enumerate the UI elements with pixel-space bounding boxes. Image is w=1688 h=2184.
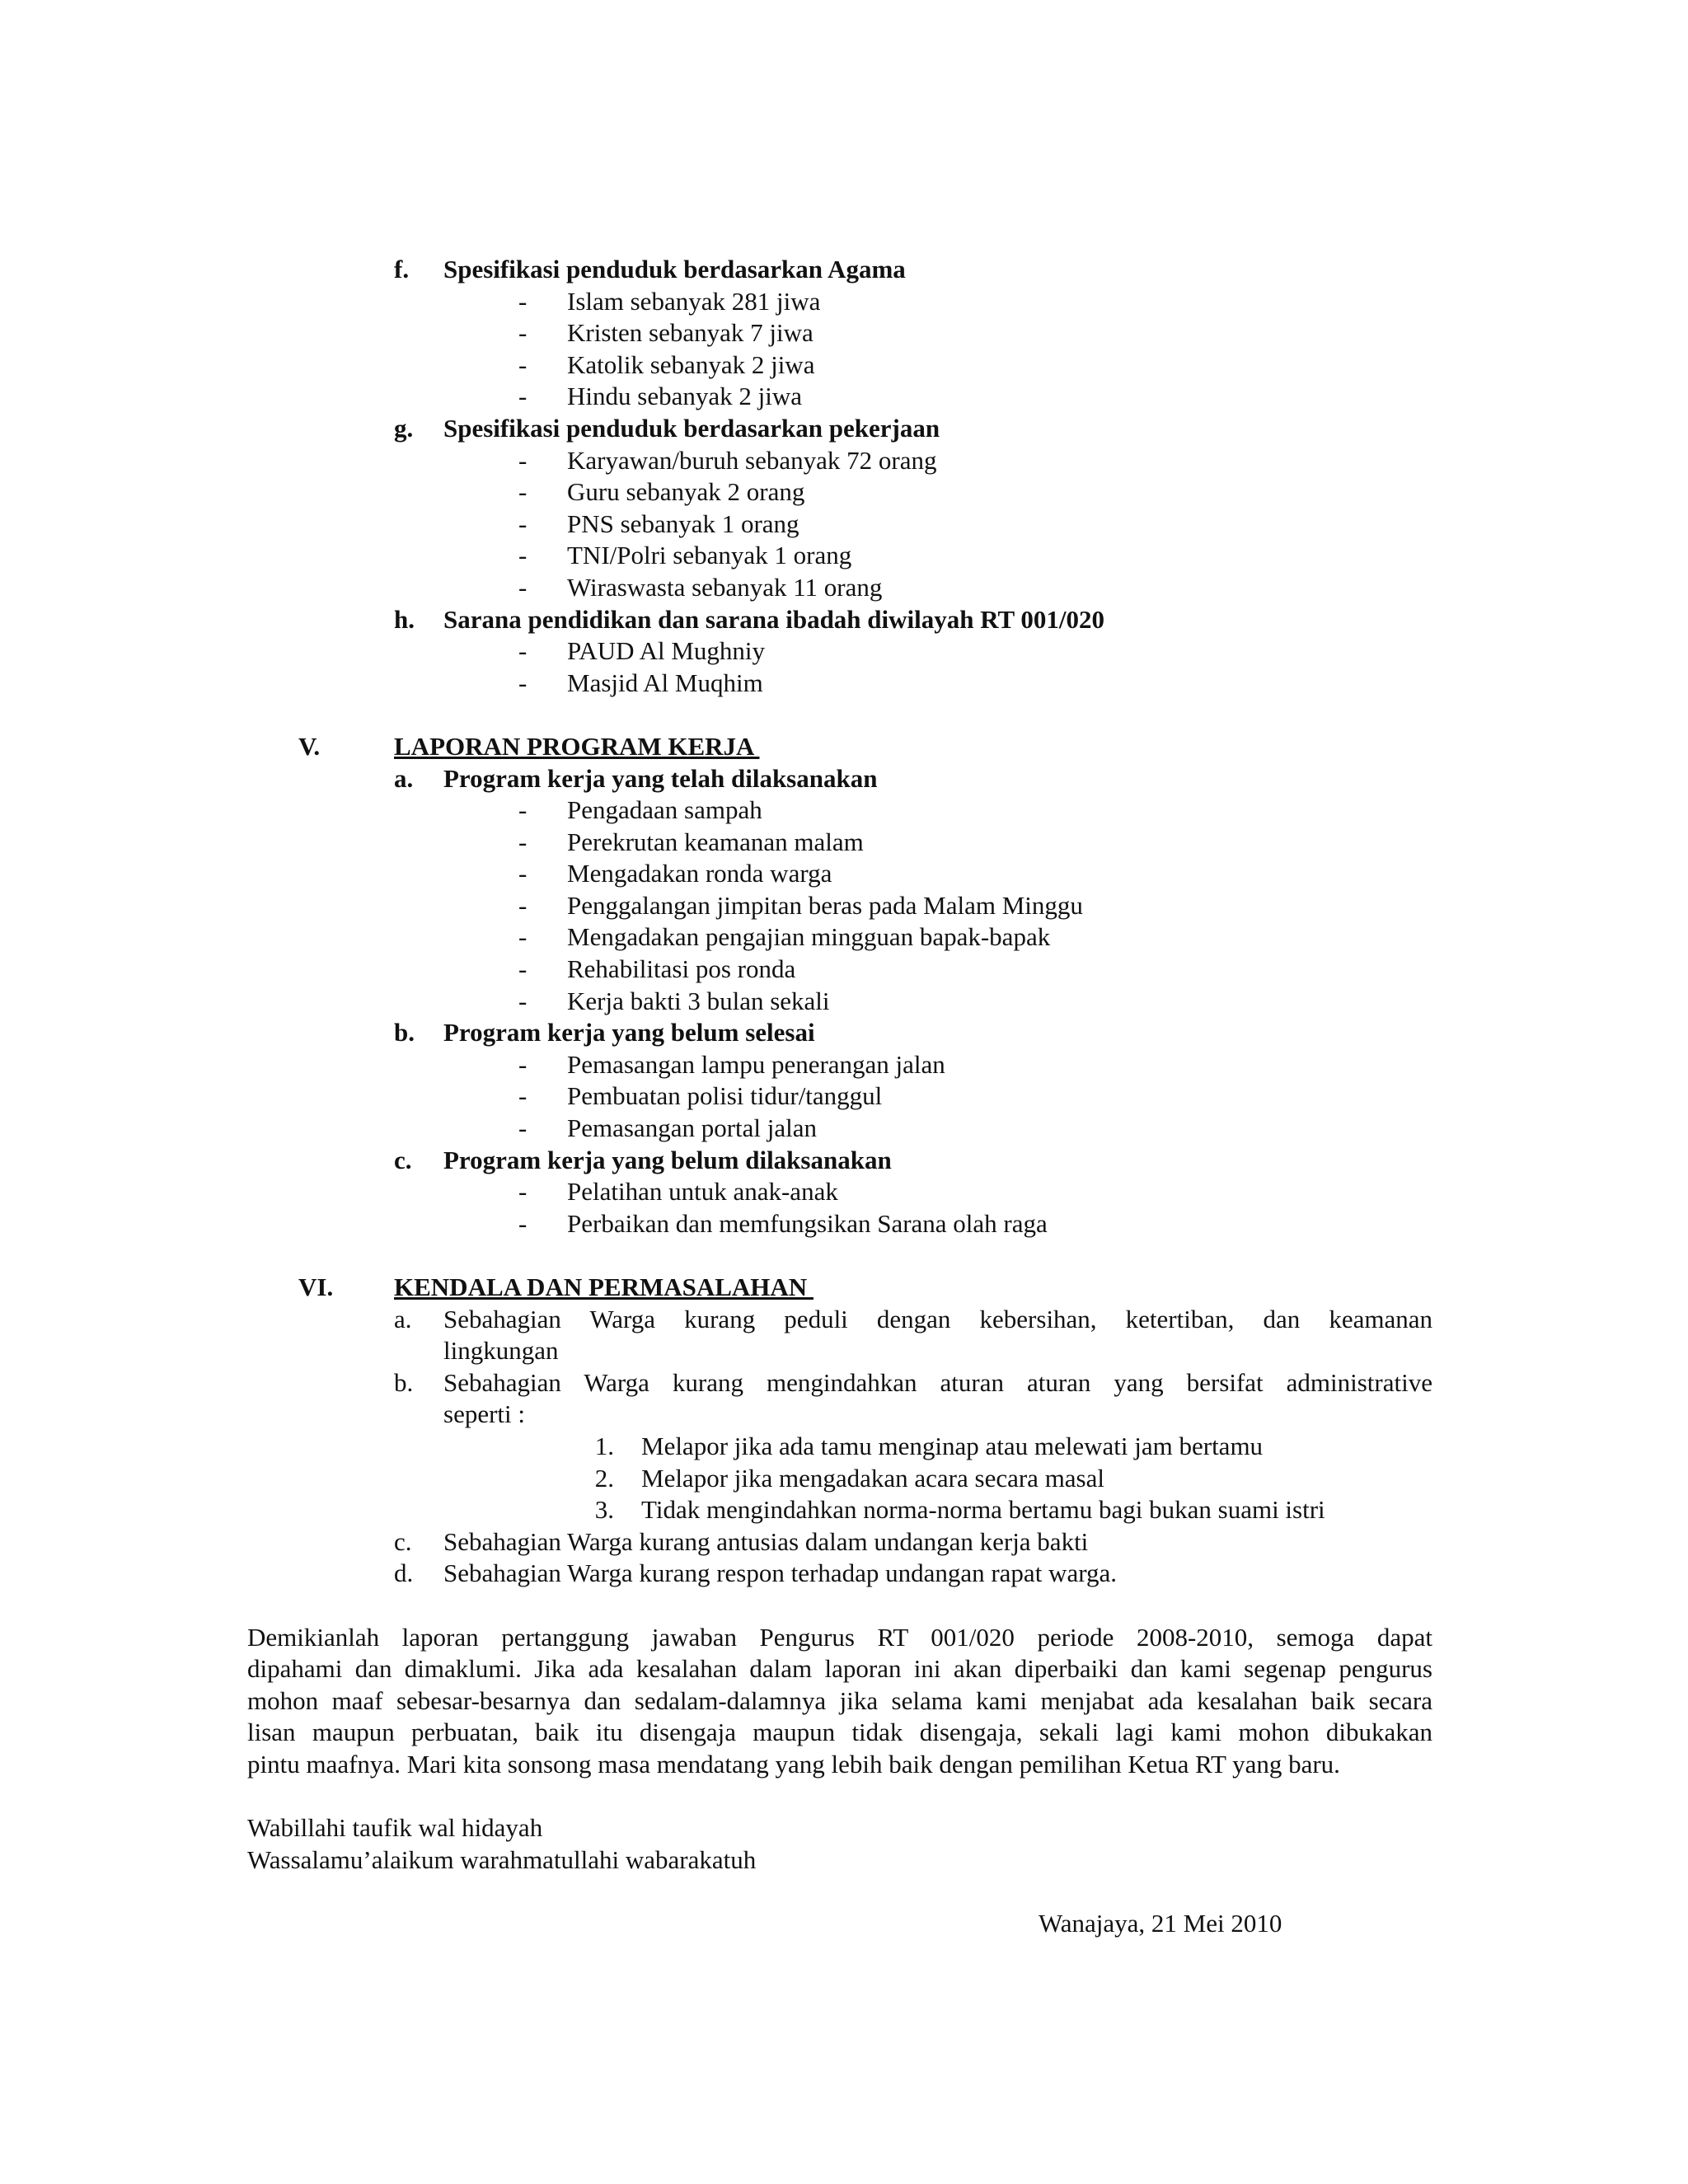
subsection-label: b.: [394, 1018, 415, 1047]
list-item: - Pelatihan untuk anak-anak: [0, 1176, 1688, 1208]
issue-c: [0, 1526, 1688, 1558]
closing-paragraph-line: [0, 1717, 1688, 1749]
subsection-f-heading: [0, 254, 1688, 286]
item-number: 2.: [594, 1463, 614, 1493]
section-title: KENDALA DAN PERMASALAHAN: [394, 1272, 814, 1301]
closing-paragraph-line: [0, 1653, 1688, 1685]
subsection-title: Spesifikasi penduduk berdasarkan Agama: [443, 255, 906, 284]
section-vi-heading: [0, 1272, 1688, 1304]
list-item: - Mengadakan pengajian mingguan bapak-bapak: [0, 921, 1688, 954]
list-item-text: Karyawan/buruh sebanyak 72 orang: [567, 445, 937, 475]
issue-label: a.: [394, 1304, 412, 1333]
list-item-text: Pembuatan polisi tidur/tanggul: [567, 1081, 883, 1111]
issue-text-line: Sebahagian Warga kurang mengindahkan aturan aturan yang bersifat administrative: [443, 1367, 1432, 1397]
list-item-text: Wiraswasta sebanyak 11 orang: [567, 572, 883, 602]
subsection-title: Sarana pendidikan dan sarana ibadah diwilayah RT 001/020: [443, 604, 1105, 634]
list-item: - Masjid Al Muqhim: [0, 668, 1688, 700]
paragraph-text: Demikianlah laporan pertanggung jawaban Pengurus RT 001/020 periode 2008-2010, semoga dapat: [247, 1622, 1432, 1652]
list-item-text: Kerja bakti 3 bulan sekali: [567, 986, 830, 1015]
list-item-text: Hindu sebanyak 2 jiwa: [567, 382, 802, 411]
section-numeral: V.: [298, 731, 321, 761]
list-item: - Mengadakan ronda warga: [0, 858, 1688, 890]
list-item: - Rehabilitasi pos ronda: [0, 954, 1688, 986]
list-item: - Katolik sebanyak 2 jiwa: [0, 349, 1688, 382]
item-number: 3.: [594, 1495, 614, 1525]
item-text: Melapor jika mengadakan acara secara masal: [641, 1463, 1104, 1493]
numbered-item: [0, 1463, 1688, 1495]
item-text: Melapor jika ada tamu menginap atau melewati jam bertamu: [641, 1431, 1264, 1460]
list-item: - Pembuatan polisi tidur/tanggul: [0, 1080, 1688, 1113]
list-item: - Islam sebanyak 281 jiwa: [0, 286, 1688, 318]
subsection-b-heading: [0, 1017, 1688, 1049]
issue-text-line: seperti :: [443, 1399, 525, 1429]
section-numeral: VI.: [298, 1272, 334, 1301]
item-number: 1.: [594, 1431, 614, 1460]
list-item-text: Katolik sebanyak 2 jiwa: [567, 349, 815, 379]
closing-paragraph-line: [0, 1685, 1688, 1718]
list-item-text: Masjid Al Muqhim: [567, 668, 763, 697]
document-page: [0, 254, 1688, 1939]
paragraph-text: lisan maupun perbuatan, baik itu disengaja maupun tidak disengaja, sekali lagi kami mohon dibukakan: [247, 1718, 1432, 1747]
list-item-text: Mengadakan pengajian mingguan bapak-bapak: [567, 922, 1051, 952]
section-title: LAPORAN PROGRAM KERJA: [394, 731, 760, 761]
list-item: - Kerja bakti 3 bulan sekali: [0, 986, 1688, 1018]
list-item: - PNS sebanyak 1 orang: [0, 509, 1688, 541]
salutation-text: Wabillahi taufik wal hidayah: [247, 1813, 543, 1843]
place-date: Wanajaya, 21 Mei 2010: [1039, 1908, 1282, 1938]
item-text: Tidak mengindahkan norma-norma bertamu bagi bukan suami istri: [641, 1495, 1325, 1525]
subsection-c-heading: [0, 1145, 1688, 1177]
list-item: - Hindu sebanyak 2 jiwa: [0, 381, 1688, 413]
list-item-text: PNS sebanyak 1 orang: [567, 509, 799, 538]
list-item-text: Kristen sebanyak 7 jiwa: [567, 318, 814, 348]
list-item-text: TNI/Polri sebanyak 1 orang: [567, 541, 852, 570]
list-item: - Pengadaan sampah: [0, 794, 1688, 827]
list-item-text: Pemasangan portal jalan: [567, 1113, 818, 1143]
issue-d: [0, 1558, 1688, 1590]
subsection-title: Program kerja yang telah dilaksanakan: [443, 763, 878, 793]
list-item-text: Guru sebanyak 2 orang: [567, 477, 805, 507]
list-item-text: Penggalangan jimpitan beras pada Malam Minggu: [567, 890, 1083, 920]
list-item-text: Pengadaan sampah: [567, 795, 762, 825]
subsection-label: g.: [394, 413, 414, 443]
subsection-label: a.: [394, 763, 414, 793]
issue-label: d.: [394, 1558, 414, 1588]
list-item: - Pemasangan lampu penerangan jalan: [0, 1049, 1688, 1081]
issue-b-cont: [0, 1399, 1688, 1431]
issue-text-line: Sebahagian Warga kurang antusias dalam undangan kerja bakti: [443, 1526, 1089, 1556]
section-v-heading: [0, 731, 1688, 763]
salutation-line: [0, 1844, 1688, 1877]
list-item-text: Mengadakan ronda warga: [567, 859, 832, 888]
list-item: - TNI/Polri sebanyak 1 orang: [0, 540, 1688, 572]
issue-label: b.: [394, 1367, 414, 1397]
place-date-line: [0, 1908, 1688, 1940]
issue-b: [0, 1367, 1688, 1399]
numbered-item: [0, 1431, 1688, 1463]
subsection-title: Spesifikasi penduduk berdasarkan pekerjaan: [443, 413, 940, 443]
list-item: - PAUD Al Mughniy: [0, 635, 1688, 668]
issue-text-line: lingkungan: [443, 1336, 559, 1366]
issue-a: [0, 1304, 1688, 1336]
closing-paragraph-line: [0, 1622, 1688, 1654]
list-item-text: Pemasangan lampu penerangan jalan: [567, 1049, 945, 1079]
list-item: - Wiraswasta sebanyak 11 orang: [0, 572, 1688, 604]
subsection-label: c.: [394, 1145, 412, 1174]
list-item: - Penggalangan jimpitan beras pada Malam Minggu: [0, 890, 1688, 922]
closing-paragraph-line: [0, 1749, 1688, 1781]
list-item-text: Pelatihan untuk anak-anak: [567, 1177, 838, 1207]
numbered-item: [0, 1494, 1688, 1526]
subsection-label: f.: [394, 255, 410, 284]
issue-a-cont: [0, 1335, 1688, 1367]
subsection-h-heading: [0, 604, 1688, 636]
issue-text-line: Sebahagian Warga kurang peduli dengan kebersihan, ketertiban, dan keamanan: [443, 1304, 1432, 1333]
list-item-text: Perekrutan keamanan malam: [567, 827, 864, 856]
list-item: - Perekrutan keamanan malam: [0, 827, 1688, 859]
subsection-title: Program kerja yang belum selesai: [443, 1018, 815, 1047]
list-item: - Guru sebanyak 2 orang: [0, 476, 1688, 509]
issue-label: c.: [394, 1526, 412, 1556]
list-item-text: PAUD Al Mughniy: [567, 636, 766, 666]
salutation-line: [0, 1812, 1688, 1844]
list-item: - Perbaikan dan memfungsikan Sarana olah raga: [0, 1208, 1688, 1240]
issue-text-line: Sebahagian Warga kurang respon terhadap undangan rapat warga.: [443, 1558, 1117, 1588]
list-item: - Pemasangan portal jalan: [0, 1113, 1688, 1145]
subsection-title: Program kerja yang belum dilaksanakan: [443, 1145, 892, 1174]
list-item: - Kristen sebanyak 7 jiwa: [0, 317, 1688, 349]
paragraph-text: pintu maafnya. Mari kita sonsong masa mendatang yang lebih baik dengan pemilihan Ketua RT yang baru.: [247, 1749, 1340, 1779]
subsection-a-heading: [0, 763, 1688, 795]
paragraph-text: mohon maaf sebesar-besarnya dan sedalam-dalamnya jika selama kami menjabat ada kesalahan baik secara: [247, 1685, 1432, 1715]
list-item-text: Rehabilitasi pos ronda: [567, 954, 796, 984]
subsection-g-heading: [0, 413, 1688, 445]
salutation-text: Wassalamu’alaikum warahmatullahi wabarakatuh: [247, 1844, 757, 1874]
list-item: - Karyawan/buruh sebanyak 72 orang: [0, 445, 1688, 477]
list-item-text: Perbaikan dan memfungsikan Sarana olah raga: [567, 1208, 1048, 1238]
subsection-label: h.: [394, 604, 415, 634]
paragraph-text: dipahami dan dimaklumi. Jika ada kesalahan dalam laporan ini akan diperbaiki dan kami segenap pengurus: [247, 1654, 1432, 1684]
list-item-text: Islam sebanyak 281 jiwa: [567, 286, 821, 316]
